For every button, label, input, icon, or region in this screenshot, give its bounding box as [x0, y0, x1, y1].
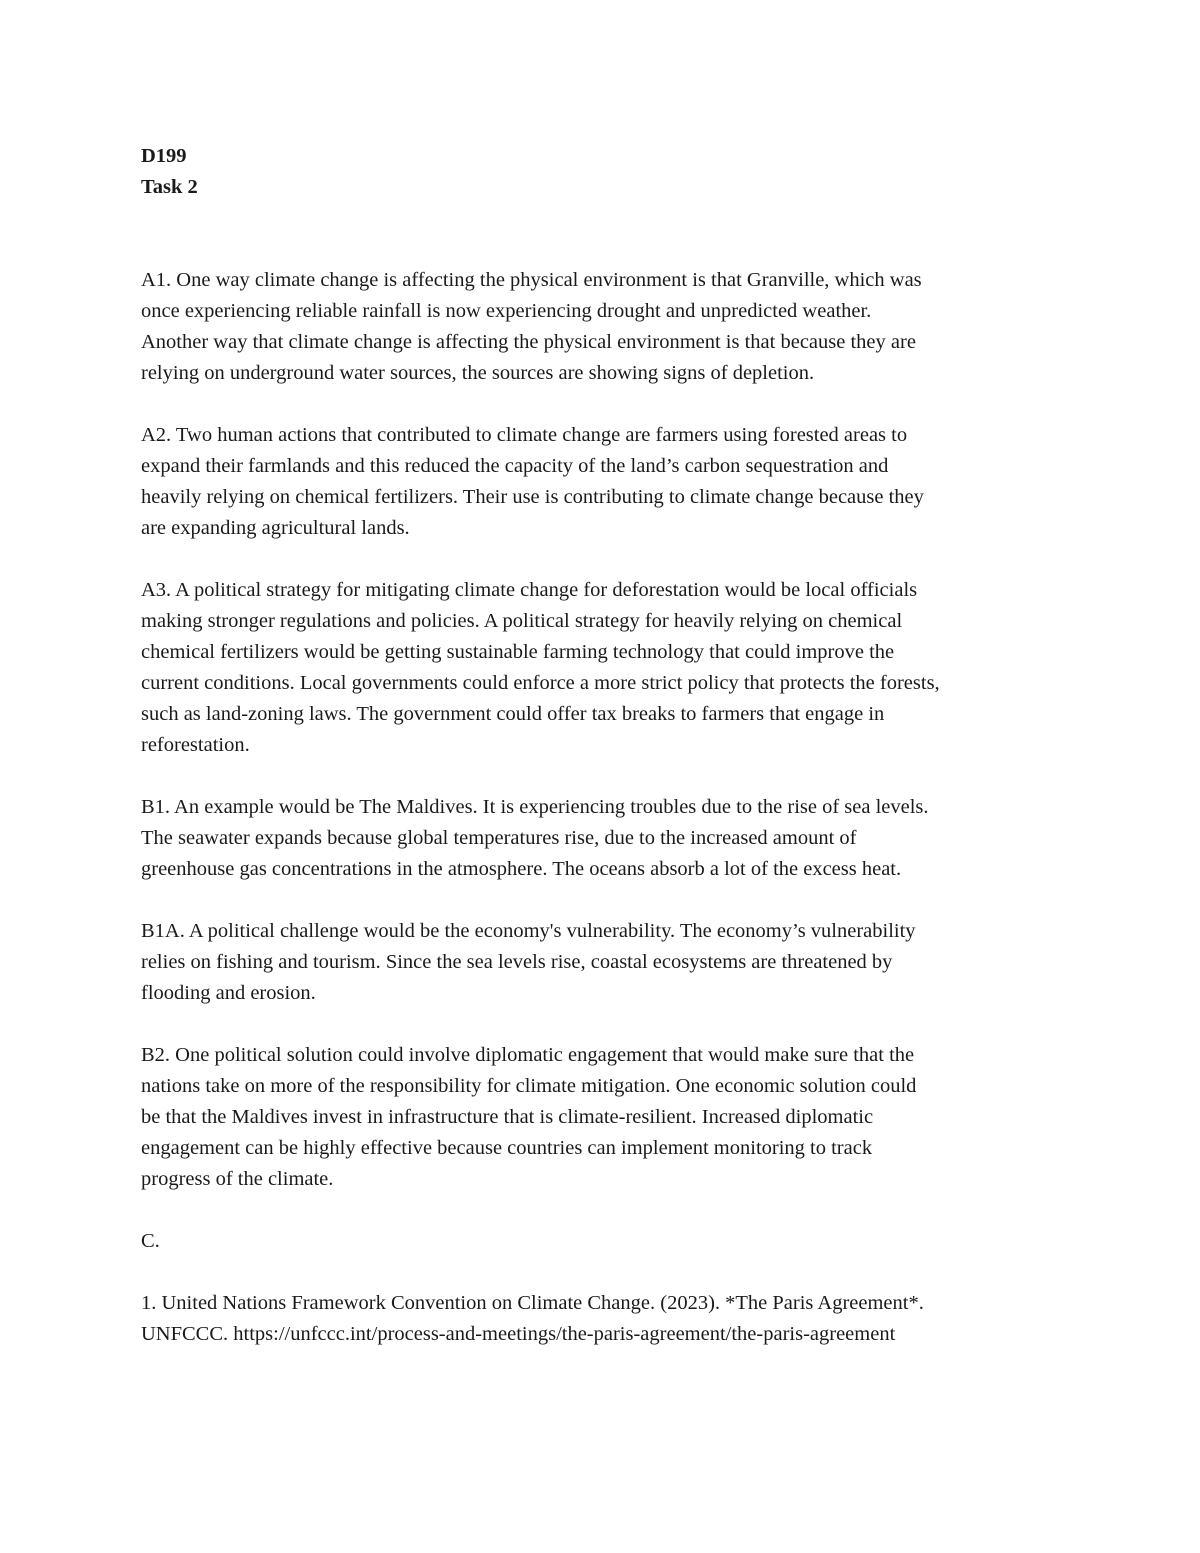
- section-a2: [141, 420, 1066, 544]
- text-line: current conditions. Local governments could enforce a more strict policy that protects the forests,: [141, 672, 940, 694]
- text-line: A3. A political strategy for mitigating climate change for deforestation would be local officials: [141, 579, 918, 601]
- reference-1: [141, 1288, 1066, 1350]
- text-line: expand their farmlands and this reduced the capacity of the land’s carbon sequestration and: [141, 455, 889, 477]
- text-line: progress of the climate.: [141, 1168, 334, 1190]
- header-spacer: [141, 203, 1066, 265]
- section-a1: [141, 265, 1066, 389]
- text-line: nations take on more of the responsibility for climate mitigation. One economic solution could: [141, 1075, 917, 1097]
- text-line: are expanding agricultural lands.: [141, 517, 410, 539]
- text-line: C.: [141, 1230, 160, 1252]
- text-line: The seawater expands because global temperatures rise, due to the increased amount of: [141, 827, 857, 849]
- text-line: relying on underground water sources, the sources are showing signs of depletion.: [141, 362, 815, 384]
- task-label: Task 2: [141, 176, 198, 198]
- text-line: A1. One way climate change is affecting the physical environment is that Granville, which was: [141, 269, 922, 291]
- section-b1a: [141, 916, 1066, 1009]
- text-line: 1. United Nations Framework Convention on Climate Change. (2023). *The Paris Agreement*.: [141, 1292, 924, 1314]
- reference-url[interactable]: UNFCCC. https://unfccc.int/process-and-meetings/the-paris-agreement/the-paris-agreement: [141, 1323, 896, 1345]
- text-line: once experiencing reliable rainfall is now experiencing drought and unpredicted weather.: [141, 300, 872, 322]
- text-line: such as land-zoning laws. The government could offer tax breaks to farmers that engage in: [141, 703, 885, 725]
- section-b2: [141, 1040, 1066, 1195]
- document-body: [141, 141, 1066, 1381]
- text-line: be that the Maldives invest in infrastructure that is climate-resilient. Increased diplomatic: [141, 1106, 874, 1128]
- text-line: flooding and erosion.: [141, 982, 316, 1004]
- section-b1: [141, 792, 1066, 885]
- text-line: B1. An example would be The Maldives. It is experiencing troubles due to the rise of sea levels.: [141, 796, 929, 818]
- text-line: A2. Two human actions that contributed to climate change are farmers using forested areas to: [141, 424, 908, 446]
- text-line: chemical fertilizers would be getting sustainable farming technology that could improve the: [141, 641, 895, 663]
- text-line: Another way that climate change is affecting the physical environment is that because they are: [141, 331, 916, 353]
- text-line: engagement can be highly effective because countries can implement monitoring to track: [141, 1137, 873, 1159]
- text-line: greenhouse gas concentrations in the atmosphere. The oceans absorb a lot of the excess heat.: [141, 858, 902, 880]
- course-code: D199: [141, 145, 187, 167]
- text-line: heavily relying on chemical fertilizers. Their use is contributing to climate change because they: [141, 486, 924, 508]
- text-line: making stronger regulations and policies. A political strategy for heavily relying on chemical: [141, 610, 903, 632]
- section-c: [141, 1226, 1066, 1257]
- text-line: B2. One political solution could involve diplomatic engagement that would make sure that the: [141, 1044, 915, 1066]
- section-a3: [141, 575, 1066, 761]
- text-line: relies on fishing and tourism. Since the sea levels rise, coastal ecosystems are threatened by: [141, 951, 893, 973]
- text-line: reforestation.: [141, 734, 250, 756]
- text-line: B1A. A political challenge would be the economy's vulnerability. The economy’s vulnerability: [141, 920, 916, 942]
